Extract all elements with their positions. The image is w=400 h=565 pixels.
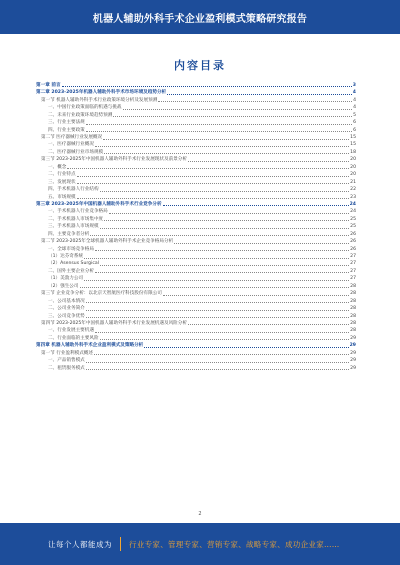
toc-entry[interactable]: [36, 216, 356, 223]
toc-leader-dots: [174, 243, 349, 244]
toc-entry-page: 5: [353, 112, 356, 118]
toc-leader-dots: [80, 287, 350, 288]
toc-leader-dots: [94, 354, 349, 355]
toc-leader-dots: [103, 139, 349, 140]
toc-entry-page: 27: [350, 276, 356, 282]
toc-leader-dots: [188, 324, 349, 325]
toc-entry-page: 20: [350, 157, 356, 163]
toc-entry[interactable]: [36, 305, 356, 312]
report-title: 机器人辅助外科手术企业盈利模式策略研究报告: [92, 13, 308, 25]
toc-entry-page: 21: [350, 179, 356, 185]
toc-entry-page: 29: [350, 365, 356, 371]
toc-entry[interactable]: [36, 112, 356, 119]
toc-entry[interactable]: [36, 313, 356, 320]
toc-entry-label: 一、产品销售模式: [48, 358, 85, 364]
toc-leader-dots: [90, 235, 349, 236]
toc-entry[interactable]: [36, 253, 356, 260]
toc-entry-page: 24: [350, 209, 356, 215]
toc-entry-label: 四、行业主要政策: [48, 127, 85, 133]
toc-entry[interactable]: [36, 149, 356, 156]
toc-entry-page: 28: [350, 291, 356, 297]
toc-entry-label: 二、国外主要企业分析: [48, 268, 94, 274]
toc-entry[interactable]: [36, 290, 356, 297]
toc-leader-dots: [86, 131, 352, 132]
toc-leader-dots: [86, 302, 349, 303]
toc-leader-dots: [100, 191, 350, 192]
toc-entry[interactable]: [36, 82, 356, 89]
toc-entry[interactable]: [36, 238, 356, 245]
toc-entry[interactable]: [36, 298, 356, 305]
toc-entry-label: 二、手术机器人市场集中度: [48, 216, 104, 222]
toc-entry[interactable]: [36, 164, 356, 171]
toc-entry-label: （1）达芬奇系统: [48, 254, 84, 260]
toc-heading: 内容目录: [174, 59, 226, 72]
toc-entry-label: 第三章 2023-2025年中国机器人辅助外科手术行业竞争分析: [36, 201, 162, 207]
toc-entry-label: 二、行业特点: [48, 172, 76, 178]
toc-entry-label: （2）Asensus Surgical: [48, 261, 99, 267]
page-number: 2: [198, 511, 202, 517]
toc-leader-dots: [62, 86, 352, 87]
toc-entry[interactable]: [36, 89, 356, 96]
toc-entry-page: 29: [350, 358, 356, 364]
toc-entry[interactable]: [36, 127, 356, 134]
toc-leader-dots: [86, 362, 349, 363]
toc-entry-page: 24: [349, 201, 356, 207]
toc-entry-label: 一、医疗器械行业概况: [48, 142, 94, 148]
toc-entry[interactable]: [36, 231, 356, 238]
toc-leader-dots: [163, 205, 349, 206]
toc-entry[interactable]: [36, 97, 356, 104]
toc-entry-page: 26: [350, 246, 356, 252]
toc-leader-dots: [86, 317, 349, 318]
toc-leader-dots: [95, 272, 349, 273]
toc-leader-dots: [86, 124, 352, 125]
toc-entry-page: 6: [353, 127, 356, 133]
toc-entry-page: 28: [350, 306, 356, 312]
toc-leader-dots: [95, 332, 349, 333]
toc-entry-label: 一、中国行业政策面临的机遇与挑战: [48, 105, 122, 111]
toc-entry-label: 二、公司业务简介: [48, 306, 85, 312]
toc-entry-page: 26: [350, 231, 356, 237]
toc-entry-label: 一、公司基本情况: [48, 298, 85, 304]
toc-leader-dots: [84, 280, 349, 281]
toc-leader-dots: [77, 183, 350, 184]
toc-entry-label: 第一章 前言: [36, 82, 61, 88]
toc-entry[interactable]: [36, 201, 356, 208]
toc-entry-page: 3: [352, 82, 356, 88]
toc-leader-dots: [86, 369, 349, 370]
toc-entry[interactable]: [36, 134, 356, 141]
toc-entry-page: 18: [350, 149, 356, 155]
toc-entry-page: 27: [350, 268, 356, 274]
toc-leader-dots: [167, 94, 352, 95]
toc-entry-page: 22: [350, 187, 356, 193]
toc-entry-page: 27: [350, 254, 356, 260]
toc-entry-page: 25: [350, 224, 356, 230]
toc-leader-dots: [77, 198, 350, 199]
toc-leader-dots: [86, 310, 349, 311]
toc-entry[interactable]: [36, 283, 356, 290]
toc-entry-page: 25: [350, 216, 356, 222]
toc-entry-label: 一、全球市场竞争格局: [48, 246, 94, 252]
toc-entry-label: 二、医疗器械行业市场规模: [48, 149, 104, 155]
footer-divider: [120, 537, 121, 551]
toc-entry-page: 29: [350, 350, 356, 356]
toc-entry-label: （1）美敦力公司: [48, 276, 84, 282]
toc-entry-page: 6: [353, 120, 356, 126]
toc-leader-dots: [77, 176, 350, 177]
toc-entry[interactable]: [36, 208, 356, 215]
toc-entry-page: 20: [350, 172, 356, 178]
toc-leader-dots: [123, 109, 353, 110]
toc-entry[interactable]: [36, 365, 356, 372]
footer-banner: [0, 523, 400, 565]
toc-entry[interactable]: [36, 275, 356, 282]
toc-entry[interactable]: [36, 320, 356, 327]
toc-entry[interactable]: [36, 194, 356, 201]
toc-entry[interactable]: [36, 223, 356, 230]
toc-leader-dots: [84, 258, 349, 259]
toc-entry-label: 一、手术机器人行业竞争格局: [48, 209, 108, 215]
toc-entry-page: 4: [353, 97, 356, 103]
toc-entry-page: 29: [350, 335, 356, 341]
toc-entry[interactable]: [36, 357, 356, 364]
toc-leader-dots: [109, 213, 349, 214]
toc-leader-dots: [113, 116, 352, 117]
toc-leader-dots: [95, 146, 349, 147]
toc-entry-page: 28: [350, 283, 356, 289]
toc-leader-dots: [67, 168, 349, 169]
toc-entry-label: 第一节 行业盈利模式概述: [41, 350, 93, 356]
toc-leader-dots: [95, 250, 349, 251]
toc-entry-label: 三、手术机器人市场规模: [48, 224, 99, 230]
toc-leader-dots: [163, 295, 349, 296]
toc-leader-dots: [144, 347, 348, 348]
table-of-contents: [36, 82, 356, 372]
footer-slogan-left: 让每个人都能成为: [48, 539, 112, 549]
toc-entry-label: 第一节 机器人辅助外科手术行业政策环境分析及发展预测: [41, 97, 158, 103]
toc-entry-label: 二、行业面临的主要风险: [48, 335, 99, 341]
toc-entry-page: 28: [350, 328, 356, 334]
toc-leader-dots: [104, 153, 349, 154]
toc-leader-dots: [158, 101, 352, 102]
toc-leader-dots: [188, 161, 349, 162]
toc-entry-page: 15: [350, 142, 356, 148]
toc-entry-page: 23: [350, 194, 356, 200]
toc-entry-label: 三、公司竞争优势: [48, 313, 85, 319]
toc-entry-label: 一、概念: [48, 164, 67, 170]
toc-leader-dots: [104, 220, 349, 221]
toc-entry-label: 第二节 医疗器械行业发展概况: [41, 135, 103, 141]
toc-entry[interactable]: [36, 186, 356, 193]
toc-entry-page: 20: [350, 164, 356, 170]
toc-entry-label: 二、租赁服务模式: [48, 365, 85, 371]
toc-entry[interactable]: [36, 142, 356, 149]
toc-entry-label: 第三节 企业竞争分析：以北京天智航医疗科技股份有限公司: [41, 291, 162, 297]
toc-entry-label: 四、主要竞争者分析: [48, 231, 90, 237]
toc-entry-label: 第四章 机器人辅助外科手术企业盈利模式及策略分析: [36, 343, 144, 349]
toc-entry-page: 15: [350, 135, 356, 141]
toc-entry[interactable]: [36, 171, 356, 178]
toc-entry-page: 29: [349, 343, 356, 349]
toc-entry-label: 第四节 2023-2025年中国机器人辅助外科手术行业发展机遇及风险分析: [41, 320, 187, 326]
toc-entry[interactable]: [36, 261, 356, 268]
toc-entry[interactable]: [36, 342, 356, 349]
toc-entry-label: 一、行业发展主要机遇: [48, 328, 94, 334]
toc-entry-page: 4: [352, 90, 356, 96]
toc-entry-label: 第二章 2023-2025年机器人辅助外科手术市场环境及趋势分析: [36, 90, 167, 96]
toc-entry[interactable]: [36, 179, 356, 186]
toc-entry-label: 第二节 2023-2025年全球机器人辅助外科手术企业竞争格局分析: [41, 239, 174, 245]
toc-entry-page: 27: [350, 261, 356, 267]
toc-leader-dots: [100, 339, 350, 340]
toc-entry[interactable]: [36, 327, 356, 334]
toc-entry-page: 28: [350, 313, 356, 319]
toc-entry-label: 三、发展现状: [48, 179, 76, 185]
toc-entry-page: 26: [350, 239, 356, 245]
toc-entry-page: 4: [353, 105, 356, 111]
toc-entry-page: 28: [350, 320, 356, 326]
toc-entry-label: 三、行业主要法规: [48, 120, 85, 126]
report-header: [0, 0, 400, 34]
toc-entry[interactable]: [36, 350, 356, 357]
toc-entry[interactable]: [36, 246, 356, 253]
toc-entry-label: 五、市场规模: [48, 194, 76, 200]
toc-entry[interactable]: [36, 335, 356, 342]
toc-leader-dots: [100, 228, 350, 229]
footer-slogan-right: 行业专家、管理专家、营销专家、战略专家、成功企业家……: [129, 539, 340, 549]
toc-entry[interactable]: [36, 268, 356, 275]
toc-entry[interactable]: [36, 156, 356, 163]
toc-entry-label: 四、手术机器人行业结构: [48, 187, 99, 193]
toc-entry-label: 二、未来行业政策环境趋势预测: [48, 112, 113, 118]
toc-entry-label: （2）强生公司: [48, 283, 79, 289]
toc-entry-page: 28: [350, 298, 356, 304]
toc-entry[interactable]: [36, 104, 356, 111]
toc-leader-dots: [100, 265, 349, 266]
toc-entry-label: 第三节 2023-2025年中国机器人辅助外科手术行业发展现状及前景分析: [41, 157, 187, 163]
toc-entry[interactable]: [36, 119, 356, 126]
